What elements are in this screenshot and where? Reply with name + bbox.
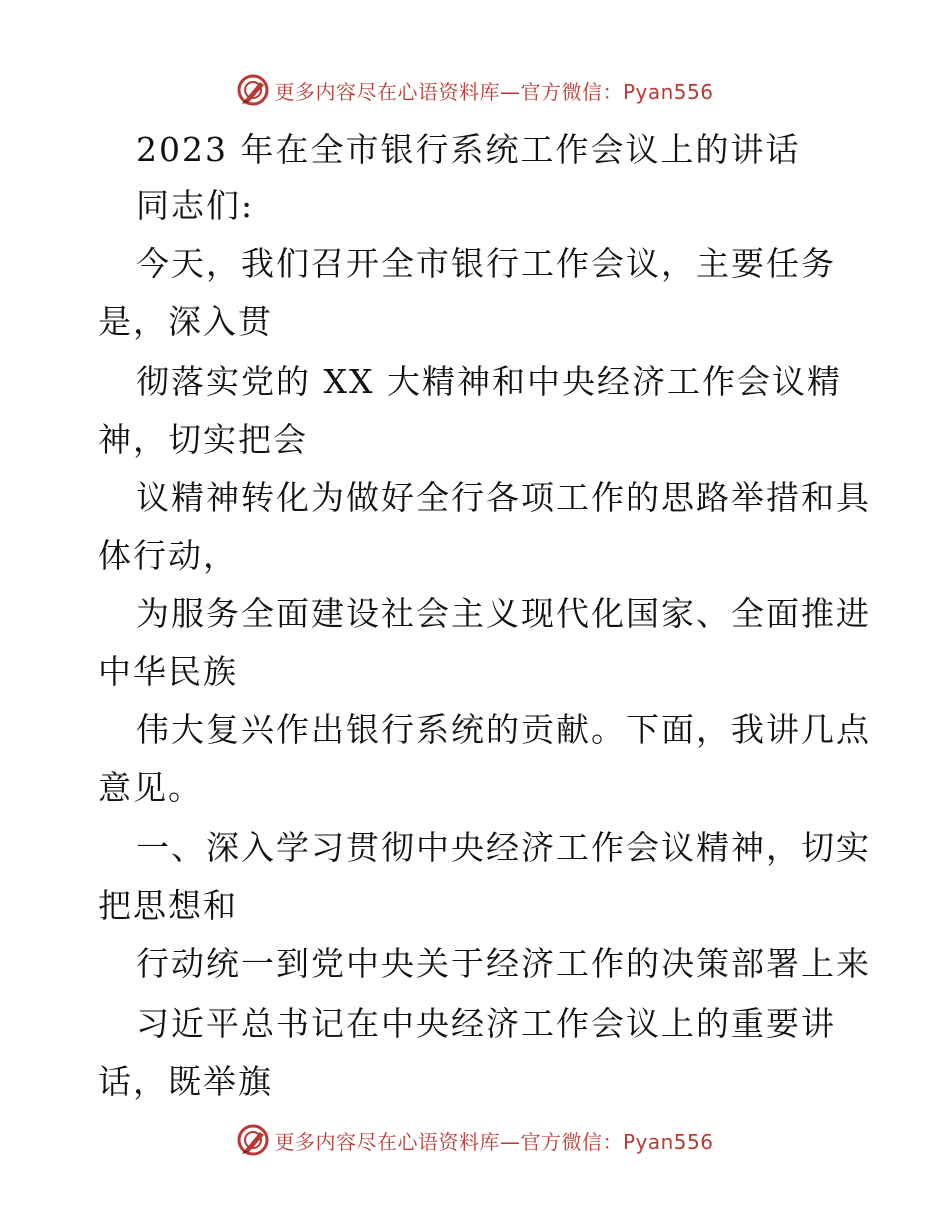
paragraph-line: 议精神转化为做好全行各项工作的思路举措和具 bbox=[136, 478, 871, 517]
header-watermark-text: 更多内容尽在心语资料库—官方微信：Pyan556 bbox=[274, 79, 714, 104]
header-watermark-banner bbox=[0, 70, 950, 110]
paragraph-line: 彻落实党的 XX 大精神和中央经济工作会议精 bbox=[136, 362, 842, 401]
paragraph-line: 习近平总书记在中央经济工作会议上的重要讲 bbox=[136, 1004, 836, 1043]
document-title: 2023 年在全市银行系统工作会议上的讲话 bbox=[136, 130, 801, 169]
footer-watermark-banner bbox=[0, 1120, 950, 1160]
paragraph-line: 今天，我们召开全市银行工作会议，主要任务 bbox=[136, 244, 836, 283]
paragraph-line: 体行动， bbox=[98, 536, 238, 575]
paragraph-line: 意见。 bbox=[98, 768, 203, 807]
paragraph-line: 神，切实把会 bbox=[98, 420, 308, 459]
pen-logo-icon bbox=[236, 1123, 270, 1157]
footer-watermark-text: 更多内容尽在心语资料库—官方微信：Pyan556 bbox=[274, 1129, 714, 1154]
pen-logo-icon bbox=[236, 73, 270, 107]
paragraph-line: 话，既举旗 bbox=[98, 1062, 273, 1101]
section-heading-line: 把思想和 bbox=[98, 886, 238, 925]
paragraph-line: 为服务全面建设社会主义现代化国家、全面推进 bbox=[136, 594, 871, 633]
salutation: 同志们: bbox=[136, 186, 255, 225]
section-heading-line: 一、深入学习贯彻中央经济工作会议精神，切实 bbox=[136, 828, 871, 867]
paragraph-line: 伟大复兴作出银行系统的贡献。下面，我讲几点 bbox=[136, 710, 871, 749]
paragraph-line: 行动统一到党中央关于经济工作的决策部署上来 bbox=[136, 944, 871, 983]
paragraph-line: 是，深入贯 bbox=[98, 302, 273, 341]
paragraph-line: 中华民族 bbox=[98, 652, 238, 691]
